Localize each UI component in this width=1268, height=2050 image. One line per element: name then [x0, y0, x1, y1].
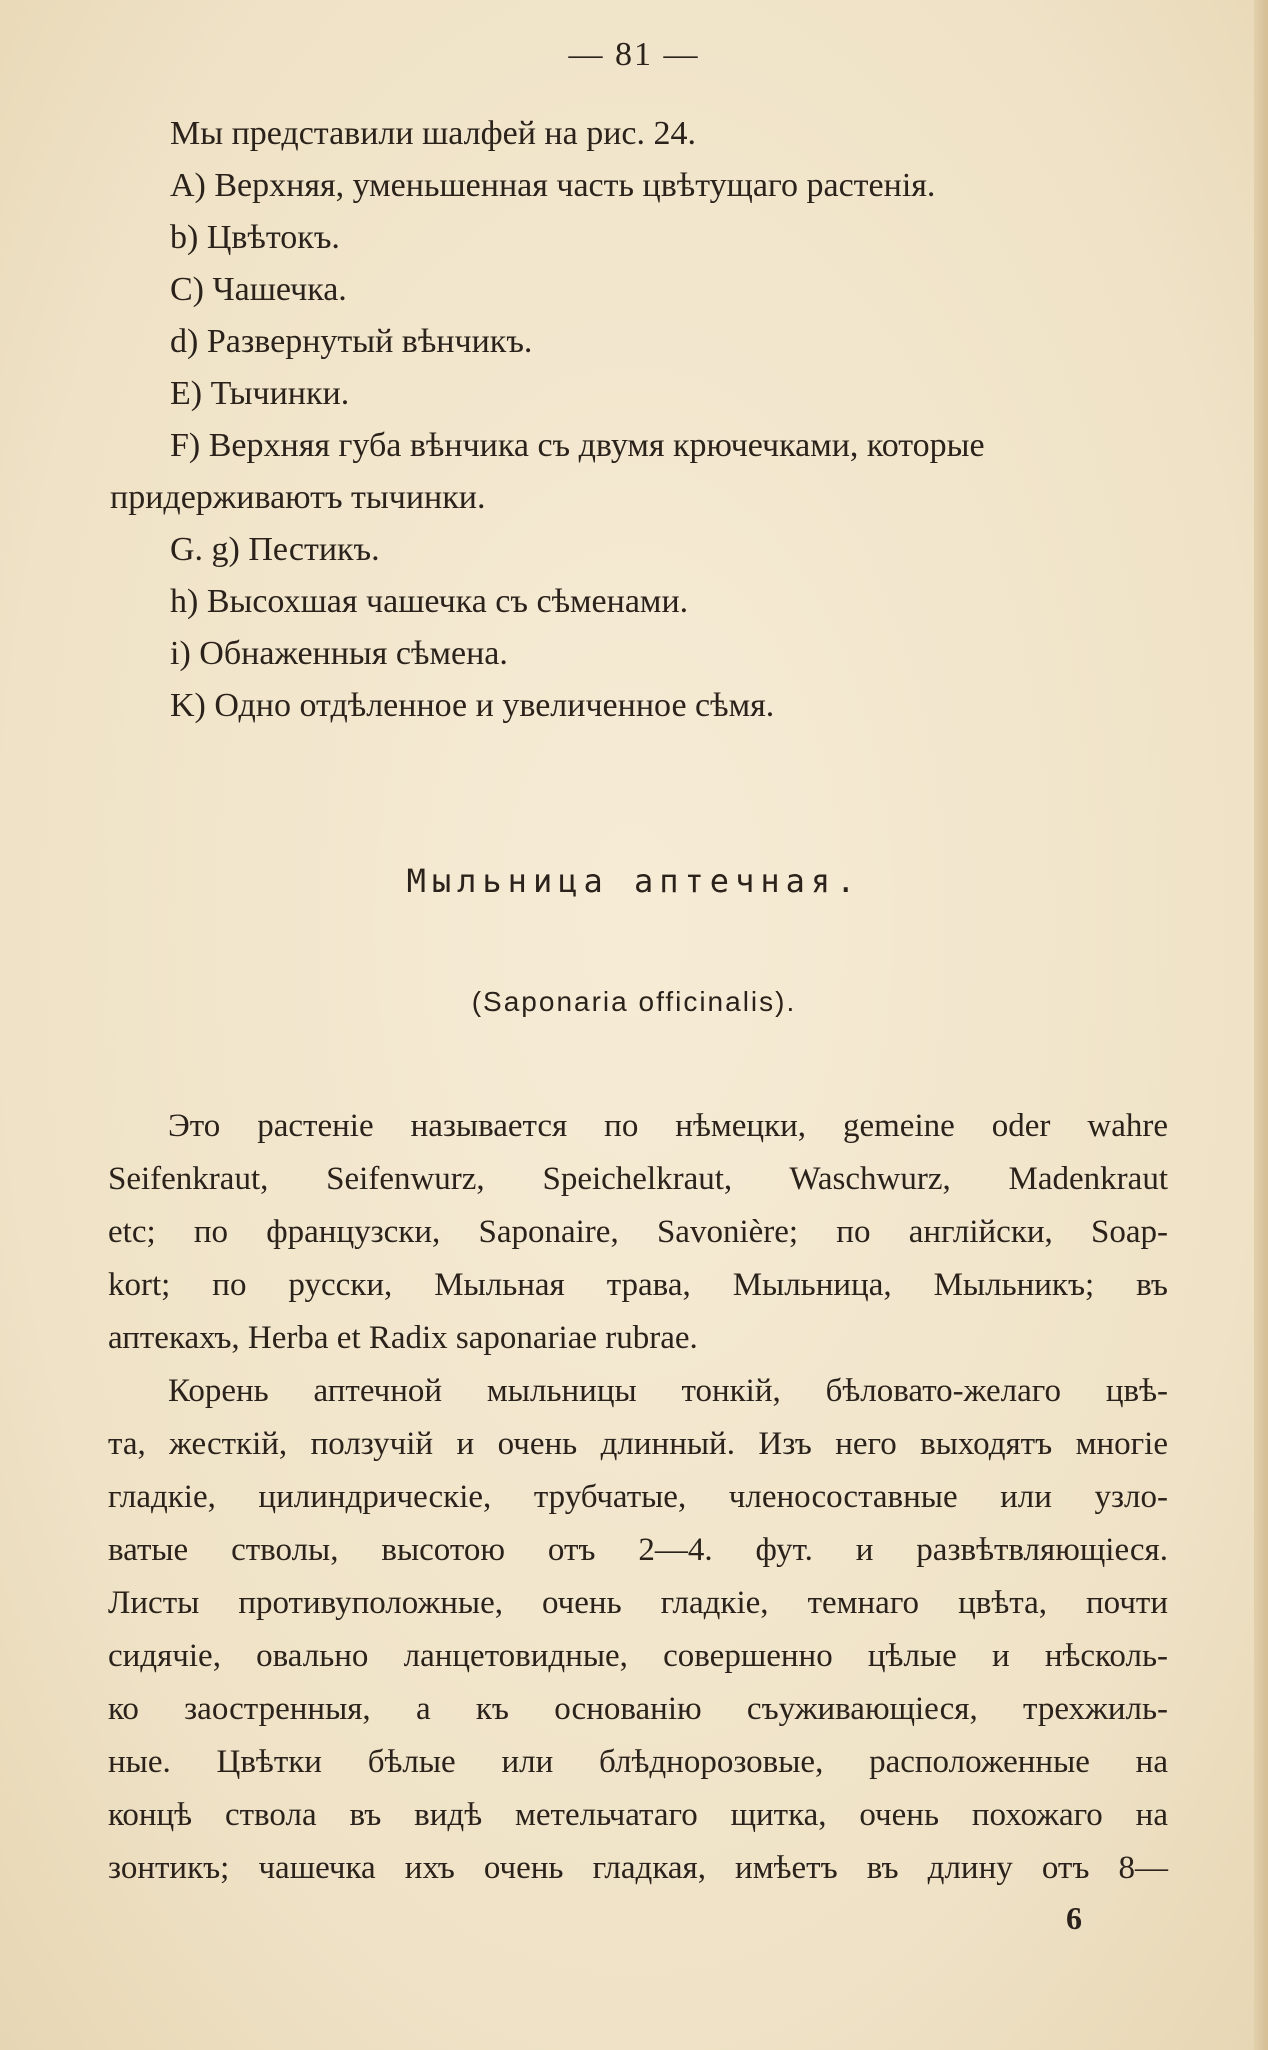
- list-line: h) Высохшая чашечка съ сѣменами.: [170, 583, 689, 620]
- list-line: d) Развернутый вѣнчикъ.: [170, 323, 533, 360]
- list-item: [170, 160, 1180, 212]
- list-item: [170, 524, 1180, 576]
- body-line: ные. Цвѣтки бѣлые или блѣднорозовые, расположенные на: [108, 1744, 1168, 1780]
- body-line: аптекахъ, Herba et Radix saponariae rubrae.: [108, 1320, 698, 1356]
- body-line: зонтикъ; чашечка ихъ очень гладкая, имѣетъ въ длину отъ 8—: [108, 1850, 1168, 1886]
- latin-subtitle: (Saponaria officinalis).: [471, 986, 797, 1017]
- list-item: [170, 264, 1180, 316]
- body-line: Это растеніе называется по нѣмецки, gemeine oder wahre: [168, 1108, 1168, 1144]
- page-number: — 81 —: [568, 36, 700, 73]
- body-line: гладкіе, цилиндрическіе, трубчатые, членосоставные или узло-: [108, 1479, 1168, 1515]
- list-line: K) Одно отдѣленное и увеличенное сѣмя.: [170, 687, 775, 724]
- body-line: etc; по французски, Saponaire, Savonière; по англійски, Soap-: [108, 1214, 1168, 1250]
- list-line: C) Чашечка.: [170, 271, 347, 308]
- body-line: Листы противуположные, очень гладкіе, темнаго цвѣта, почти: [108, 1585, 1168, 1621]
- list-item: [170, 368, 1180, 420]
- list-line: E) Тычинки.: [170, 375, 350, 412]
- list-item: [110, 420, 1180, 524]
- section-title: Мыльница аптечная.: [406, 862, 862, 900]
- body-line: концѣ ствола въ видѣ метельчатаго щитка, очень похожаго на: [108, 1797, 1168, 1833]
- list-item: [170, 576, 1180, 628]
- list-line: A) Верхняя, уменьшенная часть цвѣтущаго растенія.: [170, 167, 936, 204]
- signature-mark: 6: [1066, 1900, 1082, 1936]
- body-paragraphs: [108, 1100, 1168, 1895]
- page-edge: [1254, 0, 1268, 2050]
- body-line: ватые стволы, высотою отъ 2—4. фут. и развѣтвляющіеся.: [108, 1532, 1168, 1568]
- list-item: [170, 212, 1180, 264]
- body-line: Корень аптечной мыльницы тонкій, бѣловато-желаго цвѣ-: [168, 1373, 1168, 1409]
- list-item: [170, 628, 1180, 680]
- figure-legend: [110, 108, 1180, 732]
- body-line: kort; по русски, Мыльная трава, Мыльница, Мыльникъ; въ: [108, 1267, 1168, 1303]
- list-item: [170, 108, 1180, 160]
- list-line: G. g) Пестикъ.: [170, 531, 380, 568]
- list-line: b) Цвѣтокъ.: [170, 219, 340, 256]
- list-line: придерживаютъ тычинки.: [110, 479, 486, 516]
- list-item: [170, 316, 1180, 368]
- list-line: Мы представили шалфей на рис. 24.: [170, 115, 697, 152]
- body-line: та, жесткій, ползучій и очень длинный. Изъ него выходятъ многіе: [108, 1426, 1168, 1462]
- body-line: сидячіе, овально ланцетовидные, совершенно цѣлые и нѣсколь-: [108, 1638, 1168, 1674]
- list-item: [170, 680, 1180, 732]
- list-line: F) Верхняя губа вѣнчика съ двумя крючечками, которые: [170, 427, 985, 464]
- body-line: ко заостренныя, а къ основанію съуживающіеся, трехжиль-: [108, 1691, 1168, 1727]
- list-line: i) Обнаженныя сѣмена.: [170, 635, 508, 672]
- body-line: Seifenkraut, Seifenwurz, Speichelkraut, Waschwurz, Madenkraut: [108, 1161, 1168, 1197]
